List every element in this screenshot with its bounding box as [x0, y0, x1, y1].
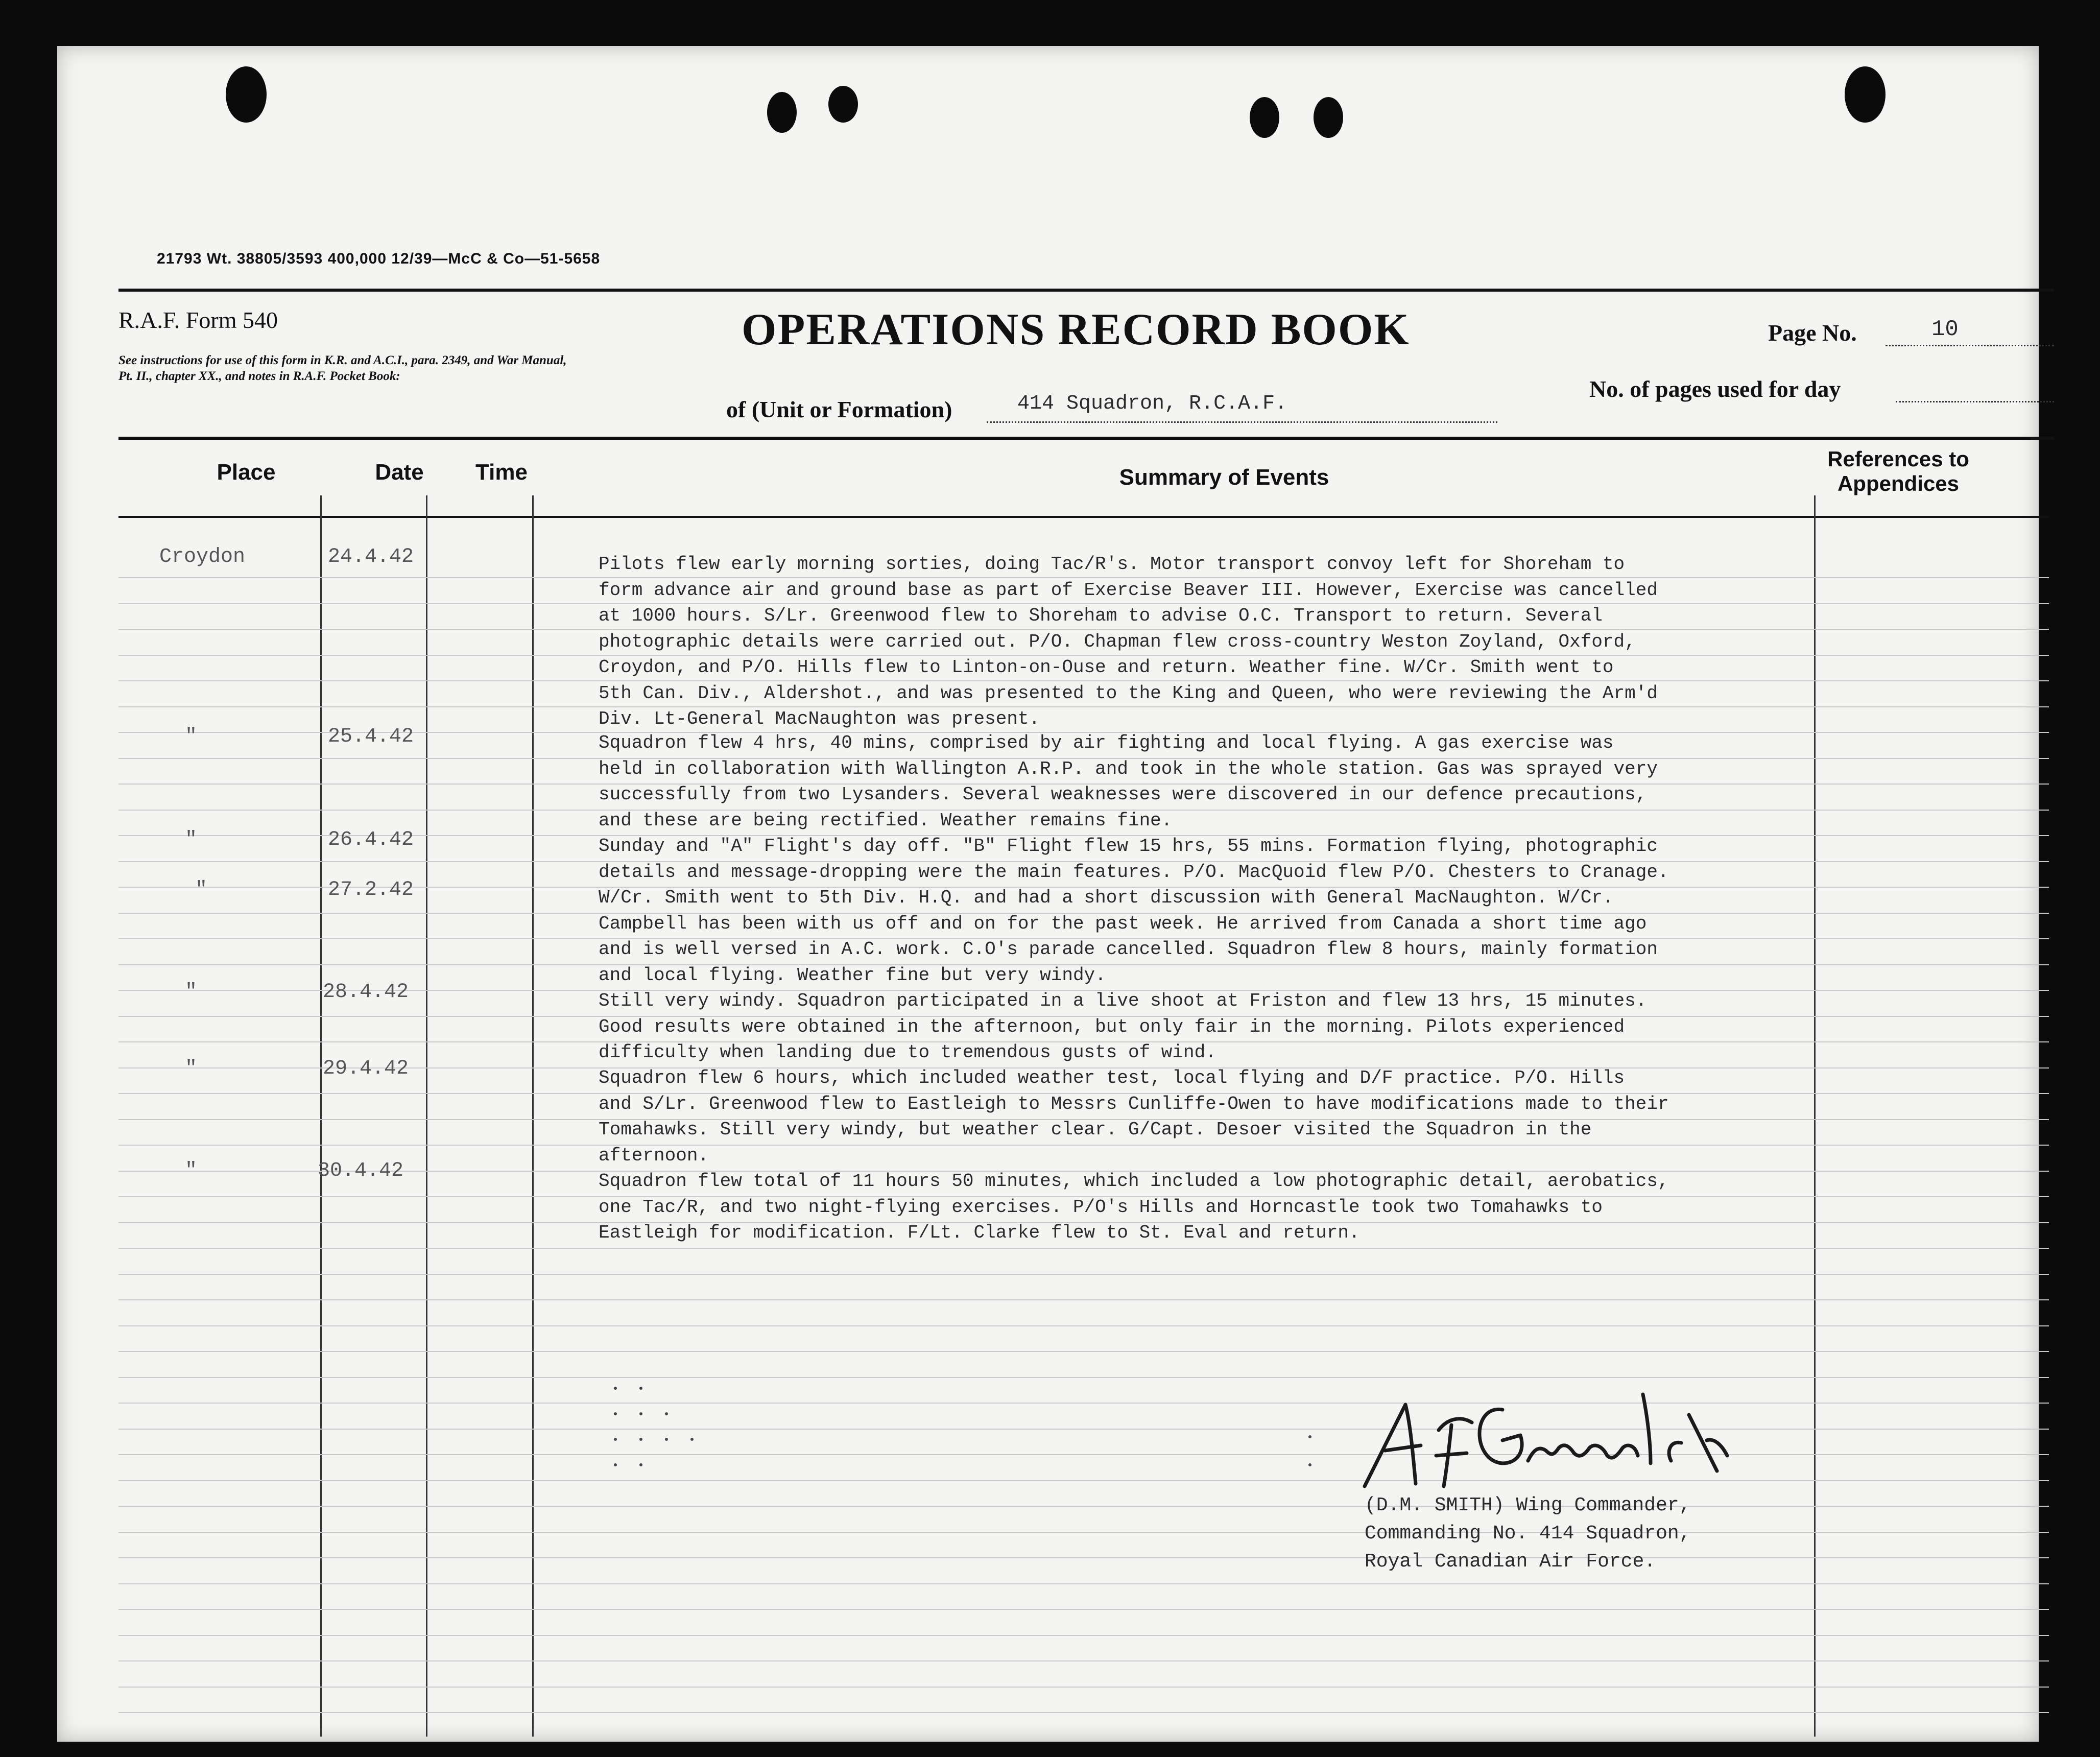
ruled-line: [118, 1429, 2049, 1430]
entry-place: ": [185, 1057, 198, 1080]
ruled-line: [118, 1299, 2049, 1300]
summary-line: Pilots flew early morning sorties, doing Tac/R's. Motor transport convoy left for Shoreham to: [599, 554, 1625, 575]
header-rule-top: [118, 289, 2054, 292]
entry-date: 28.4.42: [323, 981, 409, 1004]
entry-summary: [599, 1065, 1860, 1169]
column-divider: [532, 495, 534, 1737]
binder-hole: [1845, 66, 1886, 123]
unit-line: [987, 421, 1497, 423]
entry-place: ": [185, 1159, 198, 1182]
entry-date: 24.4.42: [328, 545, 414, 568]
unit-label: of (Unit or Formation): [726, 396, 952, 422]
entry-summary: [599, 552, 1860, 732]
entry-place: ": [185, 828, 198, 851]
summary-line: Div. Lt-General MacNaughton was present.: [599, 708, 1040, 729]
summary-line: and S/Lr. Greenwood flew to Eastleigh to Messrs Cunliffe-Owen to have modifications made to their: [599, 1093, 1669, 1114]
entry-place: ": [185, 725, 198, 748]
form-sheet: [57, 46, 2039, 1742]
summary-line: Still very windy. Squadron participated in a live shoot at Friston and flew 13 hrs, 15 minutes.: [599, 990, 1647, 1011]
signature-line: Royal Canadian Air Force.: [1365, 1551, 1656, 1573]
entry-summary: [599, 1169, 1860, 1246]
summary-line: photographic details were carried out. P/O. Chapman flew cross-country Weston Zoyland, Oxford,: [599, 631, 1636, 652]
entry-date: 27.2.42: [328, 878, 414, 901]
summary-line: successfully from two Lysanders. Several weaknesses were discovered in our defence precautions,: [599, 784, 1647, 805]
ruled-line: [118, 1506, 2049, 1507]
summary-line: Good results were obtained in the afternoon, but only fair in the morning. Pilots experienced: [599, 1016, 1625, 1037]
entry-summary: [599, 885, 1860, 988]
summary-line: Eastleigh for modification. F/Lt. Clarke flew to St. Eval and return.: [599, 1222, 1360, 1243]
summary-line: Sunday and "A" Flight's day off. "B" Flight flew 15 hrs, 55 mins. Formation flying, photographic: [599, 836, 1658, 857]
ruled-line: [118, 1377, 2049, 1378]
col-header-place: Place: [217, 460, 276, 485]
summary-line: and is well versed in A.C. work. C.O's parade cancelled. Squadron flew 8 hours, mainly formation: [599, 939, 1658, 960]
binder-hole: [1250, 97, 1279, 138]
signature-line: Commanding No. 414 Squadron,: [1365, 1523, 1691, 1545]
col-header-references: References to Appendices: [1827, 447, 1969, 495]
ruled-line: [118, 1557, 2049, 1558]
print-code: 21793 Wt. 38805/3593 400,000 12/39—McC & Co—51-5658: [157, 250, 601, 267]
signature-block: [1365, 1491, 1691, 1576]
entry-date: 29.4.42: [323, 1057, 409, 1080]
ruled-line: [118, 1660, 2049, 1661]
summary-line: Campbell has been with us off and on for the past week. He arrived from Canada a short time ago: [599, 913, 1647, 934]
summary-line: details and message-dropping were the main features. P/O. MacQuoid flew P/O. Chesters to Cranage.: [599, 861, 1669, 883]
summary-line: Squadron flew 4 hrs, 40 mins, comprised by air fighting and local flying. A gas exercise was: [599, 732, 1614, 753]
form-instructions: See instructions for use of this form in K.R. and A.C.I., para. 2349, and War Manual, Pt. II., chapter XX., and notes in R.A.F. Pocket Book:: [118, 353, 567, 383]
column-header-rule: [118, 516, 2049, 518]
summary-line: and local flying. Weather fine but very windy.: [599, 964, 1106, 986]
summary-line: difficulty when landing due to tremendous gusts of wind.: [599, 1042, 1216, 1063]
col-header-date: Date: [375, 460, 424, 485]
entry-date: 25.4.42: [328, 725, 414, 748]
ruled-line: [118, 1609, 2049, 1610]
ruled-line: [118, 1248, 2049, 1249]
entry-summary: [599, 834, 1860, 885]
entry-summary: [599, 730, 1860, 834]
summary-line: form advance air and ground base as part of Exercise Beaver III. However, Exercise was cancelled: [599, 579, 1658, 601]
summary-line: Squadron flew total of 11 hours 50 minutes, which included a low photographic detail, aerobatics,: [599, 1171, 1669, 1192]
summary-line: and these are being rectified. Weather remains fine.: [599, 810, 1173, 831]
summary-line: Tomahawks. Still very windy, but weather clear. G/Capt. Desoer visited the Squadron in the: [599, 1119, 1592, 1140]
ruled-line: [118, 1403, 2049, 1404]
ruled-line: [118, 1351, 2049, 1352]
summary-line: Croydon, and P/O. Hills flew to Linton-on-Ouse and return. Weather fine. W/Cr. Smith went to: [599, 657, 1614, 678]
summary-line: held in collaboration with Wallington A.R.P. and took in the whole station. Gas was sprayed very: [599, 758, 1658, 779]
summary-line: afternoon.: [599, 1145, 709, 1166]
ruled-line: [118, 1687, 2049, 1688]
ruled-line: [118, 1454, 2049, 1455]
header-rule-bottom: [118, 437, 2054, 440]
page-no-value: 10: [1931, 317, 1959, 342]
binder-hole: [767, 92, 797, 133]
page-title: OPERATIONS RECORD BOOK: [742, 305, 1410, 354]
ruled-line: [118, 1480, 2049, 1481]
summary-line: Squadron flew 6 hours, which included weather test, local flying and D/F practice. P/O. Hills: [599, 1067, 1625, 1088]
handwritten-signature: [1349, 1374, 1737, 1507]
entry-place: Croydon: [159, 545, 246, 568]
summary-line: W/Cr. Smith went to 5th Div. H.Q. and had a short discussion with General MacNaughton. W/Cr.: [599, 887, 1614, 908]
summary-line: at 1000 hours. S/Lr. Greenwood flew to Shoreham to advise O.C. Transport to return. Several: [599, 605, 1603, 626]
binder-hole: [226, 66, 267, 123]
ruled-line: [118, 1712, 2049, 1713]
entry-date: 26.4.42: [328, 828, 414, 851]
page-no-label: Page No.: [1768, 320, 1857, 346]
column-divider: [320, 495, 322, 1737]
entry-place: ": [195, 878, 208, 901]
ruled-line: [118, 1635, 2049, 1636]
summary-line: one Tac/R, and two night-flying exercises. P/O's Hills and Horncastle took two Tomahawks to: [599, 1196, 1603, 1218]
page-no-line: [1886, 345, 2054, 346]
entry-summary: [599, 988, 1860, 1066]
ruled-line: [118, 1274, 2049, 1275]
col-header-time: Time: [475, 460, 528, 485]
ruled-line: [118, 1583, 2049, 1584]
binder-hole: [1314, 97, 1343, 138]
entry-date: 30.4.42: [318, 1159, 404, 1182]
unit-value: 414 Squadron, R.C.A.F.: [1017, 392, 1287, 415]
summary-line: 5th Can. Div., Aldershot., and was presented to the King and Queen, who were reviewing the Arm'd: [599, 682, 1658, 704]
pages-used-label: No. of pages used for day: [1589, 376, 1841, 402]
ruled-line: [118, 1325, 2049, 1326]
col-header-summary: Summary of Events: [1119, 465, 1329, 490]
entry-place: ": [185, 981, 198, 1004]
signature-line: (D.M. SMITH) Wing Commander,: [1365, 1494, 1691, 1516]
form-number: R.A.F. Form 540: [118, 307, 278, 333]
column-divider: [426, 495, 427, 1737]
ruled-line: [118, 1532, 2049, 1533]
binder-hole: [828, 86, 858, 123]
pages-used-line: [1896, 401, 2054, 402]
